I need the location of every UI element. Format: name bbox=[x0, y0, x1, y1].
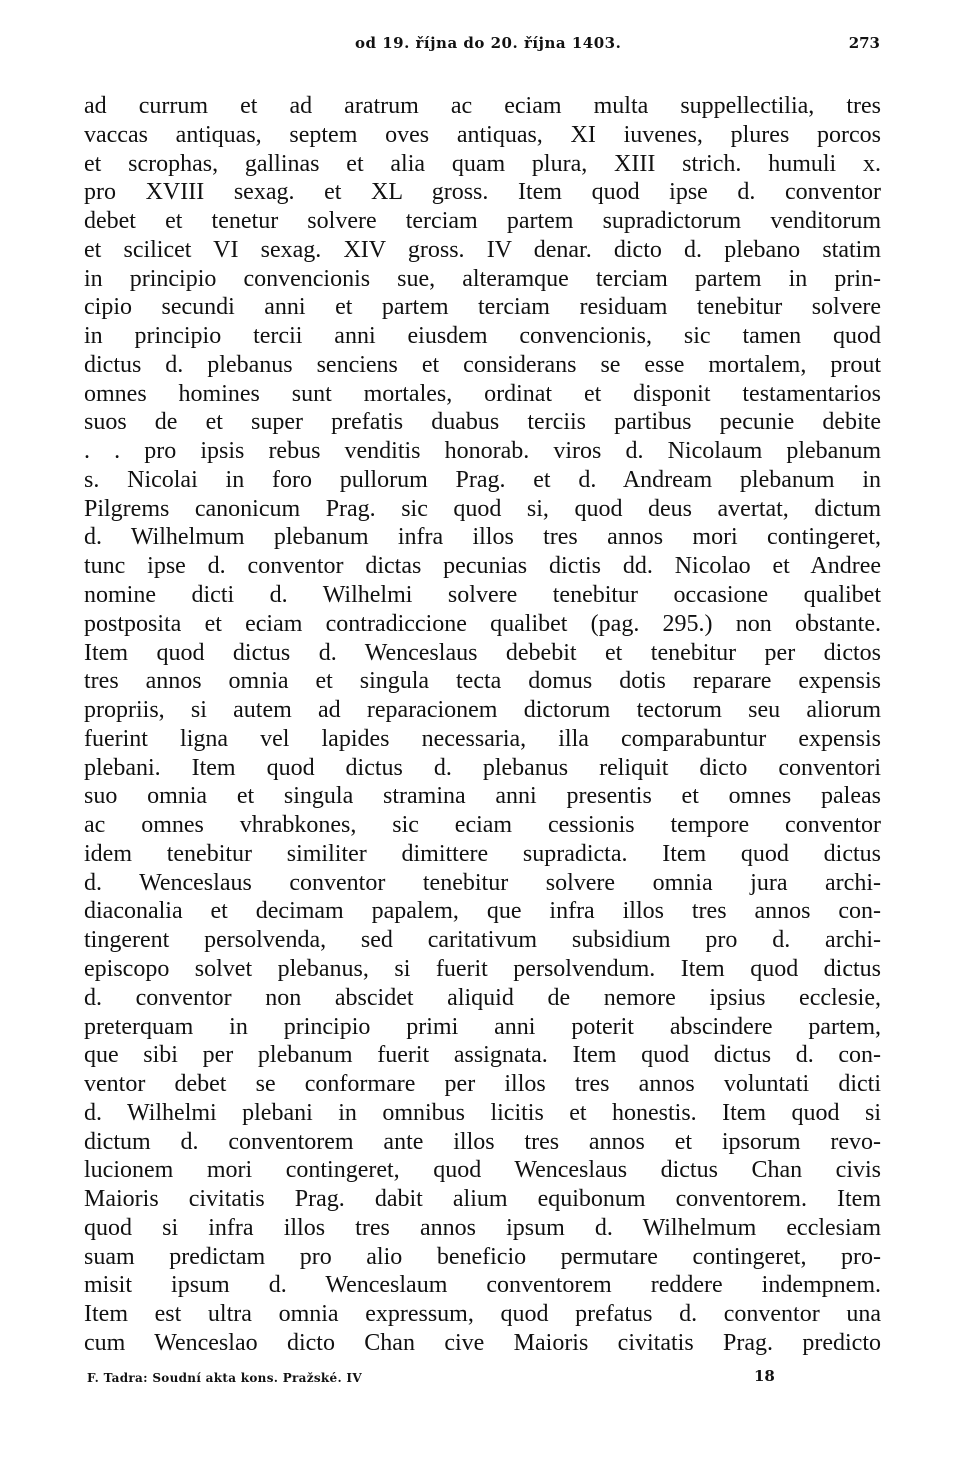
text-line: episcopo solvet plebanus, si fuerit persolvendum. Item quod dictus bbox=[84, 955, 881, 982]
text-line: . . pro ipsis rebus venditis honorab. viros d. Nicolaum plebanum bbox=[84, 438, 881, 465]
text-line: Item est ultra omnia expressum, quod prefatus d. conventor una bbox=[84, 1301, 881, 1328]
sheet-number: 18 bbox=[754, 1367, 775, 1385]
text-line: dictus d. plebanus senciens et considerans se esse mortalem, prout bbox=[84, 351, 881, 378]
text-line: suam predictam pro alio beneficio permutare contingeret, pro- bbox=[84, 1243, 881, 1270]
text-line: diaconalia et decimam papalem, que infra illos tres annos con- bbox=[84, 898, 881, 925]
text-line: tunc ipse d. conventor dictas pecunias dictis dd. Nicolao et Andree bbox=[84, 553, 881, 580]
text-line: et scrophas, gallinas et alia quam plura, XIII strich. humuli x. bbox=[84, 150, 881, 177]
text-line: vaccas antiquas, septem oves antiquas, XI iuvenes, plures porcos bbox=[84, 121, 881, 148]
text-line: d. Wenceslaus conventor tenebitur solvere omnia jura archi- bbox=[84, 869, 881, 896]
text-line: nomine dicti d. Wilhelmi solvere tenebitur occasione qualibet bbox=[84, 582, 881, 609]
text-line: s. Nicolai in foro pullorum Prag. et d. Andream plebanum in bbox=[84, 466, 881, 493]
text-line: suo omnia et singula stramina anni presentis et omnes paleas bbox=[84, 783, 881, 810]
text-line: pro XVIII sexag. et XL gross. Item quod ipse d. conventor bbox=[84, 179, 881, 206]
text-line: suos de et super prefatis duabus terciis partibus pecunie debite bbox=[84, 409, 881, 436]
text-line: ac omnes vhrabkones, sic eciam cessionis tempore conventor bbox=[84, 812, 881, 839]
text-line: fuerint ligna vel lapides necessaria, illa comparabuntur expensis bbox=[84, 725, 881, 752]
body-text bbox=[84, 92, 881, 1358]
running-head bbox=[0, 34, 960, 58]
text-line: idem tenebitur similiter dimittere supradicta. Item quod dictus bbox=[84, 840, 881, 867]
text-line: lucionem mori contingeret, quod Wenceslaus dictus Chan civis bbox=[84, 1157, 881, 1184]
text-line: misit ipsum d. Wenceslaum conventorem reddere indempnem. bbox=[84, 1272, 881, 1299]
bibliographic-signature: F. Tadra: Soudní akta kons. Pražské. IV bbox=[87, 1371, 362, 1385]
text-line: ad currum et ad aratrum ac eciam multa suppellectilia, tres bbox=[84, 93, 881, 119]
text-line: que sibi per plebanum fuerit assignata. Item quod dictus d. con- bbox=[84, 1042, 881, 1069]
text-line: tingerent persolvenda, sed caritativum subsidium pro d. archi- bbox=[84, 927, 881, 954]
text-line: dictum d. conventorem ante illos tres annos et ipsorum revo- bbox=[84, 1128, 881, 1155]
running-title: od 19. října do 20. října 1403. bbox=[355, 34, 622, 52]
text-line: d. Wilhelmum plebanum infra illos tres annos mori contingeret, bbox=[84, 524, 881, 551]
text-line: quod si infra illos tres annos ipsum d. Wilhelmum ecclesiam bbox=[84, 1214, 881, 1241]
text-line: cipio secundi anni et partem terciam residuam tenebitur solvere bbox=[84, 294, 881, 321]
text-line: preterquam in principio primi anni poterit abscindere partem, bbox=[84, 1013, 881, 1040]
text-line: d. Wilhelmi plebani in omnibus licitis et honestis. Item quod si bbox=[84, 1099, 881, 1126]
text-line: debet et tenetur solvere terciam partem supradictorum venditorum bbox=[84, 208, 881, 235]
text-line: plebani. Item quod dictus d. plebanus reliquit dicto conventori bbox=[84, 754, 881, 781]
text-line: postposita et eciam contradiccione qualibet (pag. 295.) non obstante. bbox=[84, 610, 881, 637]
footer bbox=[0, 1367, 960, 1391]
text-line: d. conventor non abscidet aliquid de nemore ipsius ecclesie, bbox=[84, 984, 881, 1011]
text-line: Pilgrems canonicum Prag. sic quod si, quod deus avertat, dictum bbox=[84, 495, 881, 522]
text-line: cum Wenceslao dicto Chan cive Maioris civitatis Prag. predicto bbox=[84, 1329, 881, 1356]
text-line: Maioris civitatis Prag. dabit alium equibonum conventorem. Item bbox=[84, 1186, 881, 1213]
text-line: ventor debet se conformare per illos tres annos voluntati dicti bbox=[84, 1071, 881, 1098]
text-line: omnes homines sunt mortales, ordinat et disponit testamentarios bbox=[84, 380, 881, 407]
text-line: tres annos omnia et singula tecta domus dotis reparare expensis bbox=[84, 668, 881, 695]
text-line: propriis, si autem ad reparacionem dictorum tectorum seu aliorum bbox=[84, 697, 881, 724]
text-line: in principio tercii anni eiusdem convencionis, sic tamen quod bbox=[84, 323, 881, 350]
text-line: in principio convencionis sue, alteramque terciam partem in prin- bbox=[84, 265, 881, 292]
text-line: et scilicet VI sexag. XIV gross. IV denar. dicto d. plebano statim bbox=[84, 236, 881, 263]
text-line: Item quod dictus d. Wenceslaus debebit et tenebitur per dictos bbox=[84, 639, 881, 666]
page-number: 273 bbox=[848, 34, 880, 52]
